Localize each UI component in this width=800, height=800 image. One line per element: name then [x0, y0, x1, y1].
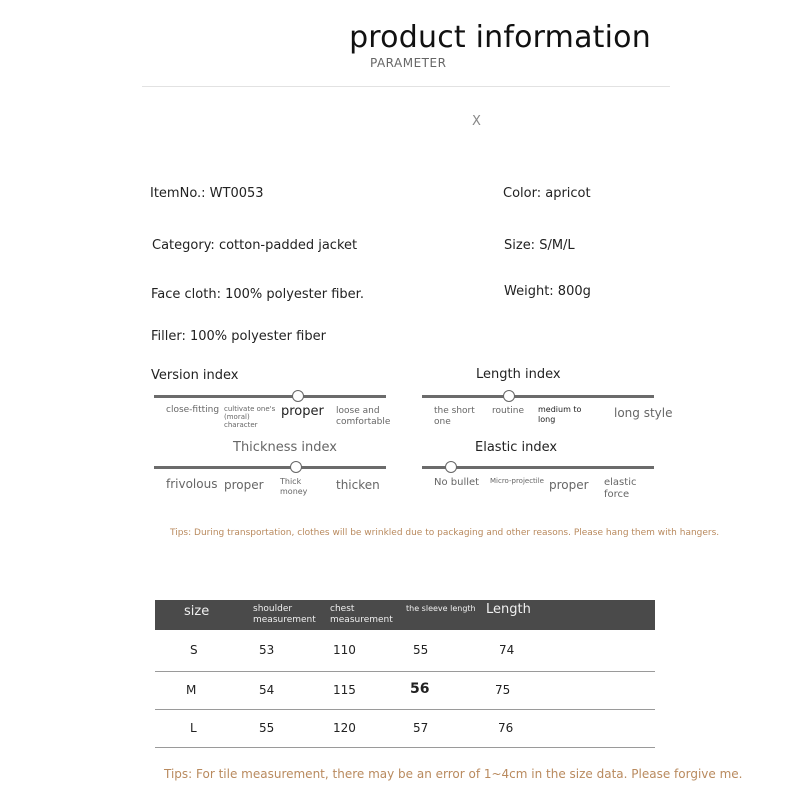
table-cell-size: M: [186, 683, 197, 697]
version-option-cultivate: cultivate one's (moral) character: [224, 405, 276, 429]
size-table-col-length: Length: [486, 602, 531, 617]
size-table-header: [155, 600, 655, 630]
length-index-title: Length index: [476, 367, 561, 382]
thickness-index-track: [154, 466, 386, 469]
thickness-option-proper: proper: [224, 478, 264, 492]
elastic-option-proper: proper: [549, 478, 589, 492]
table-cell-length: 76: [498, 721, 514, 735]
version-index-track: [154, 395, 386, 398]
size-table-col-chest: chest measurement: [330, 604, 393, 625]
version-option-close-fitting: close-fitting: [166, 405, 220, 415]
table-cell-length: 75: [495, 683, 511, 697]
thickness-index-knob: [290, 461, 302, 473]
table-cell-chest: 115: [333, 683, 356, 697]
size-table-col-shoulder: shoulder measurement: [253, 604, 316, 625]
thickness-option-thicken: thicken: [336, 478, 380, 492]
size-table-col-size: size: [184, 604, 210, 619]
packaging-tip: Tips: During transportation, clothes will be wrinkled due to packaging and other reasons. Please hang them with hangers.: [170, 528, 720, 538]
table-cell-size: S: [190, 643, 198, 657]
filler: Filler: 100% polyester fiber: [151, 329, 326, 344]
length-option-medium: medium to long: [538, 405, 582, 424]
length-option-long: long style: [614, 406, 673, 420]
table-cell-shoulder: 53: [259, 643, 275, 657]
table-cell-sleeve: 57: [413, 721, 429, 735]
version-index-knob: [292, 390, 304, 402]
size-table-col-sleeve: the sleeve length: [406, 604, 476, 613]
face-cloth: Face cloth: 100% polyester fiber.: [151, 287, 364, 302]
elastic-index-knob: [445, 461, 457, 473]
header-divider: [142, 86, 670, 87]
table-cell-shoulder: 55: [259, 721, 275, 735]
thickness-option-frivolous: frivolous: [166, 477, 218, 491]
table-cell-size: L: [190, 721, 197, 735]
table-cell-sleeve: 56: [410, 681, 430, 697]
thickness-option-thick-money: Thick money: [280, 477, 308, 496]
table-row-divider: [155, 671, 655, 672]
thickness-index-title: Thickness index: [233, 440, 337, 455]
length-index-knob: [503, 390, 515, 402]
length-option-short: the short one: [434, 406, 475, 427]
elastic-option-no-bullet: No bullet: [434, 477, 480, 488]
page-subtitle: PARAMETER: [370, 56, 447, 70]
table-cell-chest: 110: [333, 643, 356, 657]
table-row-divider: [155, 709, 655, 710]
product-color: Color: apricot: [503, 186, 591, 201]
length-index-track: [422, 395, 654, 398]
version-option-proper: proper: [281, 404, 324, 419]
table-cell-chest: 120: [333, 721, 356, 735]
elastic-index-title: Elastic index: [475, 440, 558, 455]
table-cell-sleeve: 55: [413, 643, 429, 657]
table-row-divider: [155, 747, 655, 748]
page-title: product information: [349, 20, 651, 55]
elastic-option-force: elastic force: [604, 477, 637, 500]
product-weight: Weight: 800g: [504, 284, 591, 299]
elastic-option-micro: Micro-projectile: [490, 477, 544, 485]
table-cell-length: 74: [499, 643, 515, 657]
product-category: Category: cotton-padded jacket: [152, 238, 358, 253]
measurement-tip: Tips: For tile measurement, there may be an error of 1~4cm in the size data. Please forgive me.: [164, 767, 743, 781]
x-mark: X: [472, 114, 481, 129]
product-size: Size: S/M/L: [504, 238, 575, 253]
length-option-routine: routine: [492, 406, 524, 416]
item-number: ItemNo.: WT0053: [150, 186, 264, 201]
version-option-loose: loose and comfortable: [336, 406, 391, 427]
version-index-title: Version index: [151, 368, 239, 383]
table-cell-shoulder: 54: [259, 683, 275, 697]
